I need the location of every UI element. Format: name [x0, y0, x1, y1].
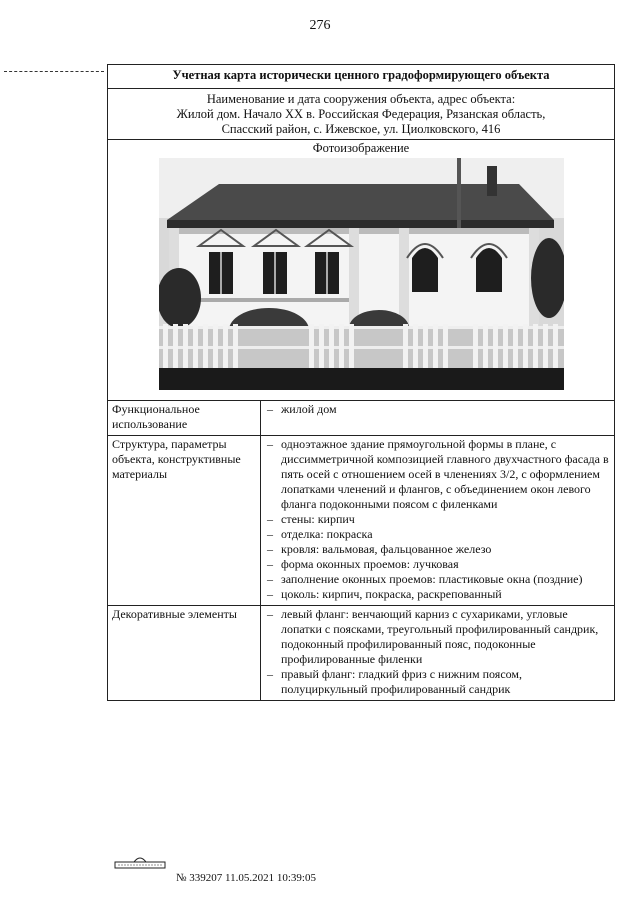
name-line-2: Спасский район, с. Ижевское, ул. Циолковского, 416 [221, 122, 501, 136]
card-title: Учетная карта исторически ценного градоформирующего объекта [108, 65, 614, 89]
margin-mark [4, 71, 104, 72]
property-item: – одноэтажное здание прямоугольной формы в плане, с диссимметричной композицией главного двухчастного фасада в пять осей с отношением осей в членениях 3/2, с оформлением лопатками членений и флангов, с объединением окон левого фланга подоконными поясом с филенками [265, 437, 611, 512]
logo-icon [114, 853, 166, 869]
archive-logo [114, 853, 166, 873]
object-name-block [108, 89, 614, 140]
property-item: – стены: кирпич [265, 512, 611, 527]
property-values [261, 436, 615, 606]
property-item: – цоколь: кирпич, покраска, раскрепованный [265, 587, 611, 602]
name-header: Наименование и дата сооружения объекта, адрес объекта: [206, 92, 516, 106]
registration-card [107, 64, 615, 701]
property-label: Декоративные элементы [108, 606, 261, 701]
name-line-1: Жилой дом. Начало XX в. Российская Федерация, Рязанская область, [176, 107, 546, 121]
property-values [261, 606, 615, 701]
property-row [108, 436, 614, 606]
properties-table [108, 401, 614, 700]
property-label: Функциональное использование [108, 401, 261, 436]
property-item: – правый фланг: гладкий фриз с нижним поясом, полуциркульный профилированный сандрик [265, 667, 611, 697]
photo-section [108, 140, 614, 401]
property-row [108, 401, 614, 436]
building-photo [159, 158, 564, 390]
photo-caption: Фотоизображение [312, 141, 410, 155]
page-number: 276 [309, 18, 331, 33]
property-item: – форма оконных проемов: лучковая [265, 557, 611, 572]
property-item: – отделка: покраска [265, 527, 611, 542]
registration-stamp: № 339207 11.05.2021 10:39:05 [176, 872, 316, 884]
property-item: – жилой дом [265, 402, 611, 417]
property-item: – левый фланг: венчающий карниз с сухариками, угловые лопатки с поясками, треугольный профилированный сандрик, подоконный профилированный пояс, подоконные профилированные филенки [265, 607, 611, 667]
property-item: – заполнение оконных проемов: пластиковые окна (поздние) [265, 572, 611, 587]
property-label: Структура, параметры объекта, конструктивные материалы [108, 436, 261, 606]
property-values [261, 401, 615, 436]
property-row [108, 606, 614, 701]
property-item: – кровля: вальмовая, фальцованное железо [265, 542, 611, 557]
